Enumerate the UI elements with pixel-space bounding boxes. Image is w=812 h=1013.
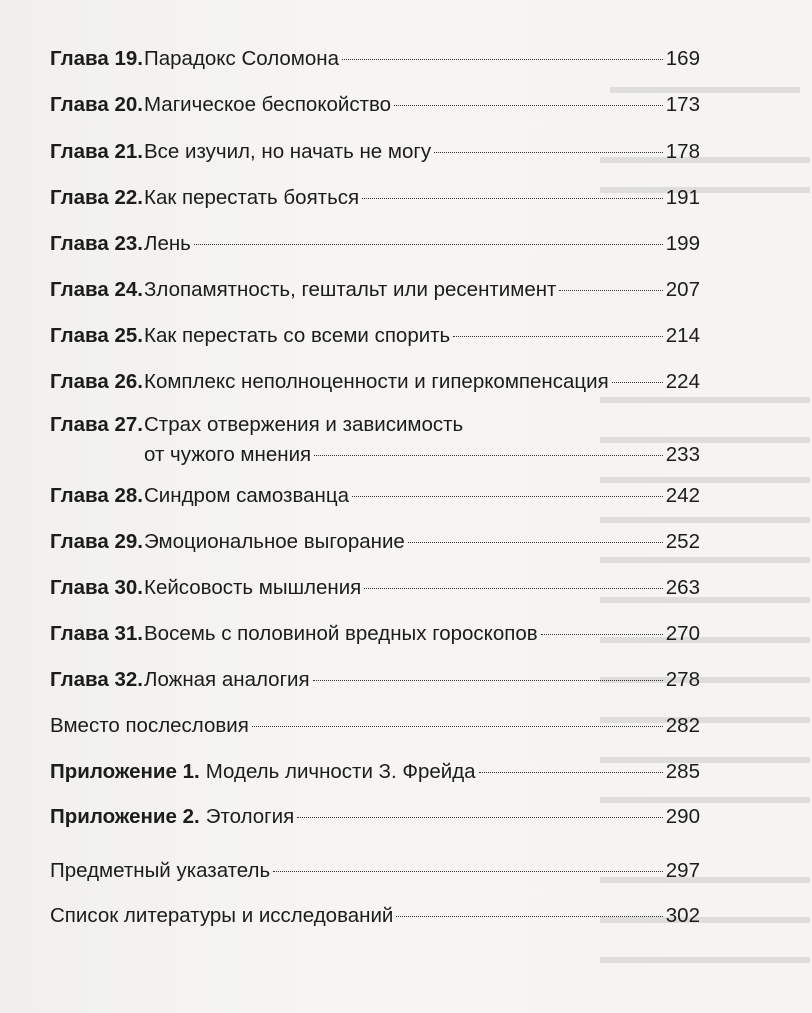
page-number: 270: [665, 622, 700, 645]
page-number: 233: [665, 443, 700, 466]
dot-leader: [352, 496, 663, 497]
section-title: Список литературы и исследований: [50, 904, 394, 927]
page-number: 263: [665, 576, 700, 599]
toc-entry-chapter-26[interactable]: [50, 367, 700, 397]
chapter-title: Восемь с половиной вредных гороскопов: [144, 622, 538, 645]
section-title: Предметный указатель: [50, 859, 271, 882]
page-number: 252: [665, 530, 700, 553]
page-number: 242: [665, 484, 700, 507]
appendix-title: Этология: [205, 805, 295, 828]
chapter-title: Злопамятность, гештальт или ресентимент: [144, 278, 557, 301]
toc-entry-chapter-28[interactable]: [50, 481, 700, 511]
toc-entry-chapter-29[interactable]: [50, 527, 700, 557]
page-number: 169: [665, 47, 700, 70]
page-number: 278: [665, 668, 700, 691]
toc-entry-bibliography[interactable]: [50, 901, 700, 931]
chapter-label: Глава 20.: [50, 93, 143, 116]
toc-entry-chapter-19[interactable]: [50, 44, 700, 74]
page-number: 285: [665, 760, 700, 783]
chapter-title-line-1: Страх отвержения и зависимость: [144, 413, 464, 436]
toc-entry-chapter-24[interactable]: [50, 275, 700, 305]
chapter-label: Глава 19.: [50, 47, 143, 70]
dot-leader: [408, 542, 663, 543]
chapter-title: Все изучил, но начать не могу: [144, 140, 432, 163]
appendix-label: Приложение 2.: [50, 805, 200, 828]
dot-leader: [252, 726, 663, 727]
toc-entry-chapter-21[interactable]: [50, 137, 700, 167]
page-number: 191: [665, 186, 700, 209]
dot-leader: [453, 336, 663, 337]
chapter-title: Магическое беспокойство: [144, 93, 392, 116]
chapter-title: Лень: [144, 232, 191, 255]
dot-leader: [273, 871, 663, 872]
dot-leader: [434, 152, 663, 153]
chapter-label: Глава 21.: [50, 140, 143, 163]
chapter-label: Глава 28.: [50, 484, 143, 507]
chapter-title: Кейсовость мышления: [144, 576, 362, 599]
toc-entry-appendix-2[interactable]: [50, 802, 700, 832]
toc-entry-chapter-32[interactable]: [50, 665, 700, 695]
chapter-label: Глава 30.: [50, 576, 143, 599]
chapter-title: Синдром самозванца: [144, 484, 349, 507]
toc-entry-chapter-31[interactable]: [50, 619, 700, 649]
chapter-title: Комплекс неполноценности и гиперкомпенсация: [144, 370, 609, 393]
page-number: 282: [665, 714, 700, 737]
chapter-label: Глава 23.: [50, 232, 143, 255]
toc-entry-afterword[interactable]: [50, 711, 700, 741]
chapter-label: Глава 25.: [50, 324, 143, 347]
chapter-label: Глава 29.: [50, 530, 143, 553]
toc-entry-chapter-20[interactable]: [50, 90, 700, 120]
dot-leader: [364, 588, 663, 589]
page-number: 178: [665, 140, 700, 163]
dot-leader: [559, 290, 662, 291]
toc-entry-subject-index[interactable]: [50, 856, 700, 886]
chapter-label: Глава 27.: [50, 413, 143, 436]
chapter-title: Как перестать со всеми спорить: [144, 324, 451, 347]
section-title: Вместо послесловия: [50, 714, 249, 737]
page-number: 207: [665, 278, 700, 301]
dot-leader: [297, 817, 663, 818]
dot-leader: [541, 634, 663, 635]
dot-leader: [612, 382, 663, 383]
toc-entry-appendix-1[interactable]: [50, 757, 700, 787]
dot-leader: [479, 772, 663, 773]
dot-leader: [194, 244, 663, 245]
dot-leader: [314, 455, 663, 456]
chapter-title: Как перестать бояться: [144, 186, 360, 209]
page-number: 224: [665, 370, 700, 393]
dot-leader: [342, 59, 663, 60]
toc-entry-chapter-27[interactable]: [50, 410, 700, 470]
page-number: 214: [665, 324, 700, 347]
dot-leader: [394, 105, 663, 106]
page-number: 302: [665, 904, 700, 927]
chapter-label: Глава 22.: [50, 186, 143, 209]
appendix-label: Приложение 1.: [50, 760, 200, 783]
page-number: 199: [665, 232, 700, 255]
chapter-label: Глава 32.: [50, 668, 143, 691]
chapter-title: Эмоциональное выгорание: [144, 530, 405, 553]
appendix-title: Модель личности З. Фрейда: [205, 760, 476, 783]
dot-leader: [313, 680, 663, 681]
toc-entry-chapter-23[interactable]: [50, 229, 700, 259]
toc-entry-chapter-30[interactable]: [50, 573, 700, 603]
page-number: 290: [665, 805, 700, 828]
dot-leader: [396, 916, 662, 917]
chapter-label: Глава 31.: [50, 622, 143, 645]
page-number: 297: [665, 859, 700, 882]
chapter-title-line-2: от чужого мнения: [144, 443, 312, 466]
page-number: 173: [665, 93, 700, 116]
chapter-title: Парадокс Соломона: [144, 47, 340, 70]
dot-leader: [362, 198, 663, 199]
chapter-title: Ложная аналогия: [144, 668, 310, 691]
toc-entry-chapter-25[interactable]: [50, 321, 700, 351]
toc-entry-chapter-22[interactable]: [50, 183, 700, 213]
chapter-label: Глава 26.: [50, 370, 143, 393]
chapter-label: Глава 24.: [50, 278, 143, 301]
